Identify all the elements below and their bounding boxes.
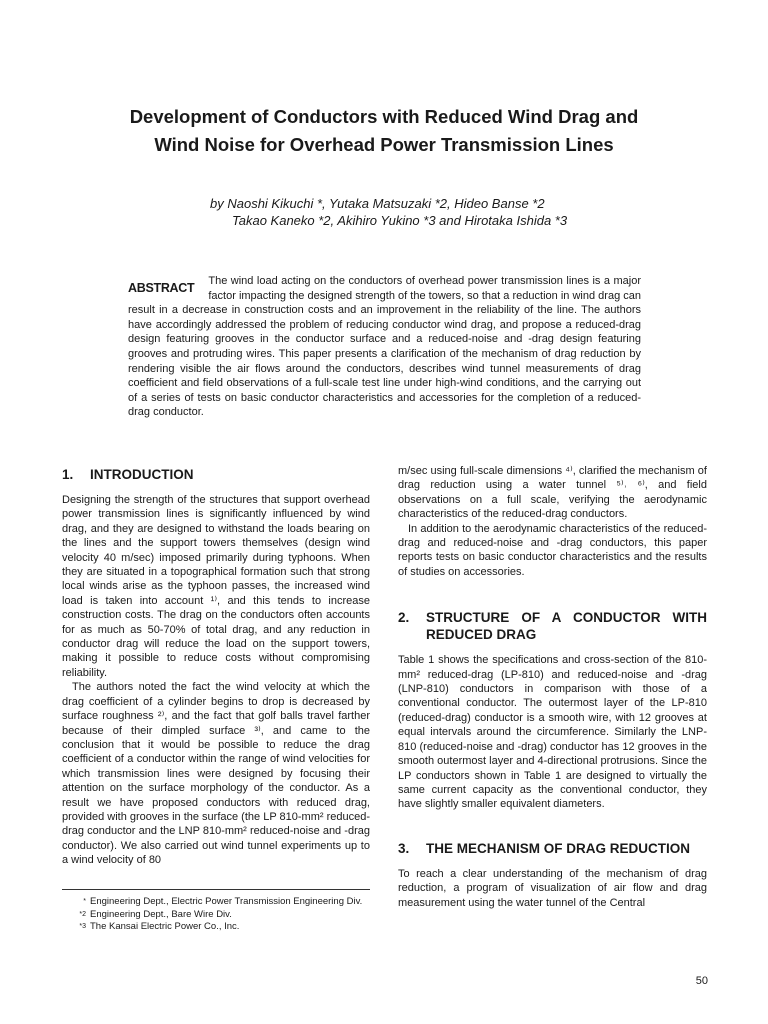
paragraph: The authors noted the fact the wind velocity at which the drag coefficient of a cylinder begins to drop is decreased by surface roughness ²⁾, and the fact that golf balls travel farther because of their dimpled surface ³⁾, and came to the conclusion that it would be possible to reduce the drag coefficient of a conductor within the range of wind velocities for which transmission lines were designed by focusing their attention on the surface morphology of the conductor. As a result we have proposed conductors with reduced drag, provided with grooves in the surface (the LP 810-mm² reduced-drag conductor and the LNP 810-mm² reduced-noise and -drag conductor). We also carried out wind tunnel experiments up to a wind velocity of 80 <box>62 681 370 867</box>
abstract <box>128 274 641 420</box>
section-3-title: THE MECHANISM OF DRAG REDUCTION <box>426 840 690 856</box>
paragraph: Designing the strength of the structures that support overhead power transmission lines is significantly influenced by wind drag, and they are designed to withstand the loads bearing on the lines and the support towers themselves (design wind velocity 40 m/sec) imposed primarily during typhoons. When they are situated in a topographical formation such that strong local winds arise as the typhoon passes, the increased wind load is taken into account ¹⁾, and this tends to increase construction costs. The drag on the conductors often accounts for as much as 50-70% of total drag, and any reduction in conductor drag will reduce the load on the support towers, making it possible to reduce costs without compromising reliability. <box>62 494 370 679</box>
footnote-mark: * <box>83 898 86 905</box>
footnote <box>72 921 370 934</box>
footnote <box>72 896 370 909</box>
abstract-text: The wind load acting on the conductors of overhead power transmission lines is a major factor impacting the designed strength of the towers, so that a reduction in wind drag can result in a decrease in construction costs and an improvement in the reliability of the line. The authors have accordingly addressed the problem of reducing conductor wind drag, and propose a reduced-drag design featuring grooves in the conductor surface and a reduced-noise and -drag design featuring grooves and protruding wires. This paper presents a clarification of the mechanism of drag reduction by rendering visible the air flows around the conductors, describes wind tunnel measurements of drag coefficient and field observations of a full-scale test line under high-wind conditions, and the carrying out of a series of tests on basic conductor characteristics and accessories for the completion of a reduced-drag conductor. <box>128 275 641 419</box>
footnote-text: Engineering Dept., Bare Wire Div. <box>90 908 232 920</box>
paragraph: m/sec using full-scale dimensions ⁴⁾, clarified the mechanism of drag reduction using a water tunnel ⁵⁾˒ ⁶⁾, and field observations on a full scale, verifying the aerodynamic characteristics of the reduced-drag conductors. <box>398 465 707 521</box>
footnote-text: The Kansai Electric Power Co., Inc. <box>90 921 240 932</box>
section-2-title: STRUCTURE OF A CONDUCTOR WITH REDUCED DRAG <box>426 610 707 643</box>
left-column <box>62 466 370 868</box>
section-3-number: 3. <box>398 840 410 856</box>
footnote-rule <box>62 889 370 890</box>
abstract-label: ABSTRACT <box>128 281 195 295</box>
author-line-1: by Naoshi Kikuchi *, Yutaka Matsuzaki *2, Hideo Banse *2 <box>210 196 545 211</box>
page-number: 50 <box>695 975 708 987</box>
author-list <box>210 195 730 229</box>
title-line-2: Wind Noise for Overhead Power Transmission Lines <box>154 134 614 155</box>
section-1-number: 1. <box>62 467 74 482</box>
paragraph: In addition to the aerodynamic characteristics of the reduced-drag and reduced-noise and -drag conductors, this paper reports tests on basic conductor characteristics and the results of studies on accessories. <box>398 522 707 578</box>
paper-title <box>60 103 708 159</box>
footnote-mark: *2 <box>79 910 86 918</box>
section-2-number: 2. <box>398 610 410 626</box>
footnote-text: Engineering Dept., Electric Power Transmission Engineering Div. <box>90 896 363 907</box>
footnote <box>72 909 370 922</box>
section-1-heading <box>62 466 370 483</box>
section-2-heading <box>398 609 707 643</box>
right-column <box>398 464 707 910</box>
footnote-mark: *3 <box>79 923 86 930</box>
section-1-title: INTRODUCTION <box>90 467 194 482</box>
author-line-2: Takao Kaneko *2, Akihiro Yukino *3 and Hirotaka Ishida *3 <box>232 213 568 228</box>
section-3-heading <box>398 840 707 857</box>
paragraph: Table 1 shows the specifications and cross-section of the 810-mm² reduced-drag (LP-810) and reduced-noise and -drag (LNP-810) conductors in comparison with those of a conventional conductor. The outermost layer of the LP-810 (reduced-drag) conductor is a smooth wire, with 12 grooves at equal intervals around the circumference. Similarly the LNP-810 (reduced-noise and -drag) conductor has 12 grooves in the smooth outermost layer and 4-directional protrusions. Since the LP conductors shown in Table 1 are designed to virtually the same current capacity as the conventional conductor, they have slightly smaller equivalent diameters. <box>398 654 707 811</box>
footnotes <box>72 896 370 934</box>
title-line-1: Development of Conductors with Reduced Wind Drag and <box>129 106 639 127</box>
paragraph: To reach a clear understanding of the mechanism of drag reduction, a program of visualization of air flow and drag measurement using the water tunnel of the Central <box>398 867 707 909</box>
